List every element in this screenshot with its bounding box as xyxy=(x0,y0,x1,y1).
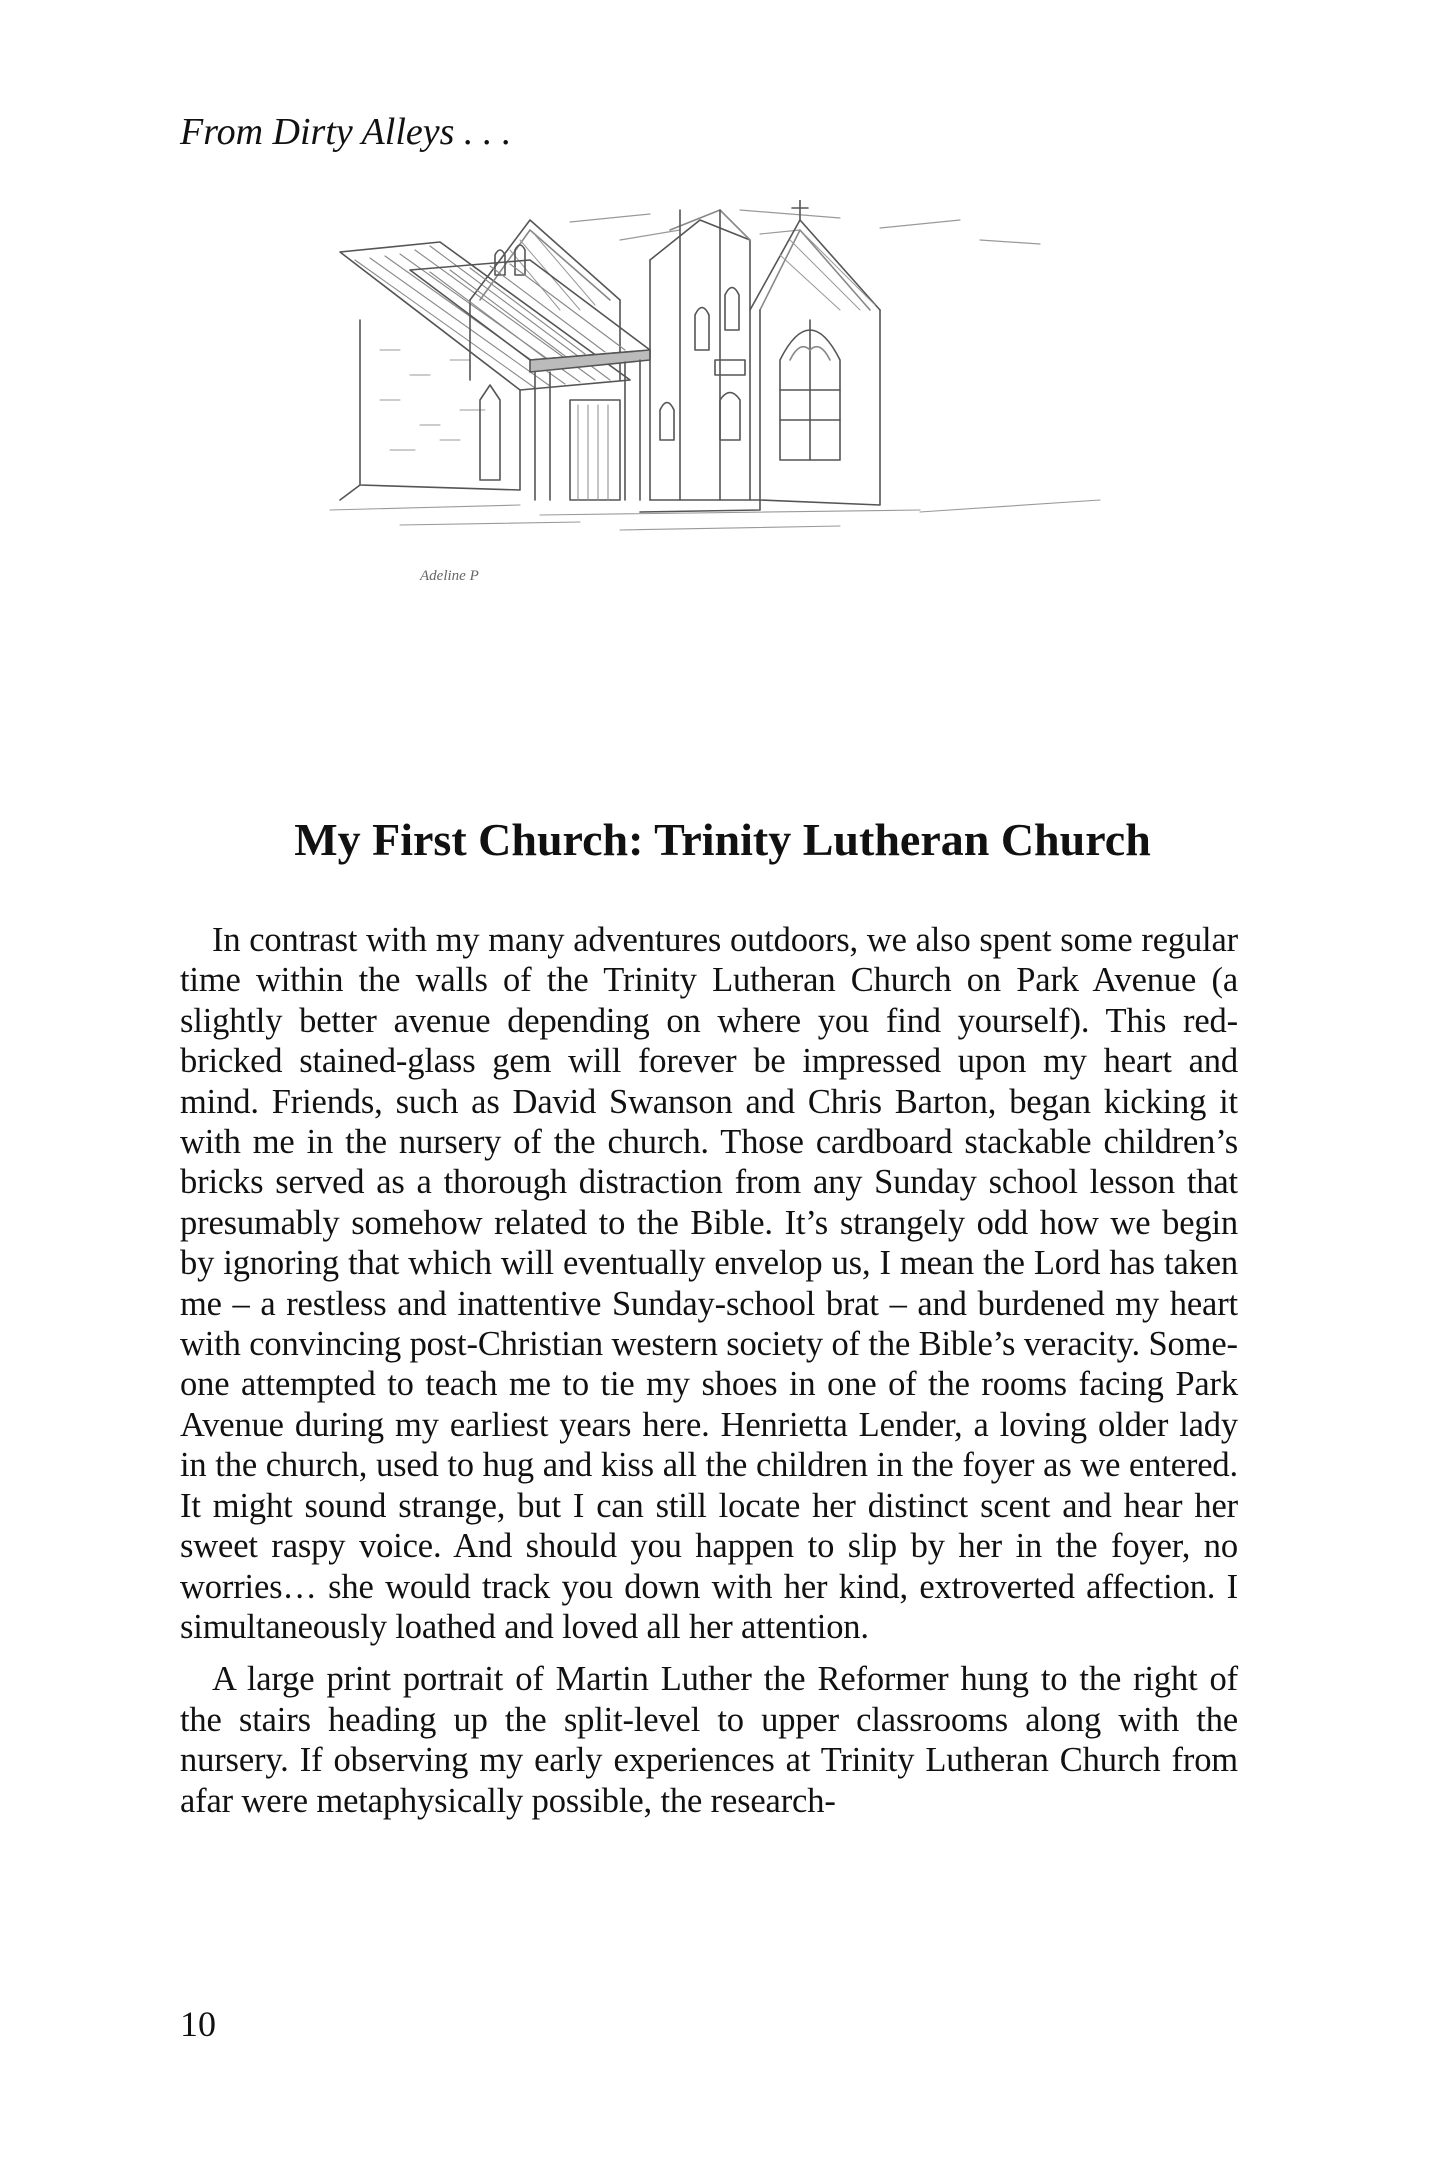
chapter-title: My First Church: Trinity Lutheran Church xyxy=(294,814,1151,865)
church-sketch-icon xyxy=(320,200,1120,740)
church-illustration xyxy=(320,200,1120,740)
page-number: 10 xyxy=(180,2004,216,2044)
body-text xyxy=(180,920,1238,1821)
paragraph: In contrast with my many adventures outdoors, we also spent some regular time within the walls of the Trinity Lutheran Church on Park Avenue (a slightly better avenue depending on where you find yourself). This red-bricked stained-glass gem will forever be impressed upon my heart and mind. Friends, such as David Swanson and Chris Barton, began kicking it with me in the nursery of the church. Those cardboard stackable children’s bricks served as a thorough distraction from any Sunday school lesson that presumably somehow related to the Bible. It’s strangely odd how we begin by ignoring that which will eventually envelop us, I mean the Lord has taken me – a restless and inattentive Sunday-school brat – and burdened my heart with convincing post-Christian western society of the Bible’s veracity. Someone attempted to teach me to tie my shoes in one of the rooms facing Park Avenue during my earliest years here. Henrietta Lender, a loving older lady in the church, used to hug and kiss all the children in the foyer as we entered. It might sound strange, but I can still locate her distinct scent and hear her sweet raspy voice. And should you happen to slip by her in the foyer, no worries… she would track you down with her kind, extroverted affection. I simultaneously loathed and loved all her attention. xyxy=(180,921,1238,1646)
paragraph: A large print portrait of Martin Luther the Reformer hung to the right of the stairs heading up the split-level to upper classrooms along with the nursery. If observing my early experiences at Trinity Lutheran Church from afar were metaphysically possible, the research- xyxy=(180,1660,1238,1820)
running-head: From Dirty Alleys . . . xyxy=(180,111,512,153)
artist-signature: Adeline P xyxy=(420,568,479,584)
